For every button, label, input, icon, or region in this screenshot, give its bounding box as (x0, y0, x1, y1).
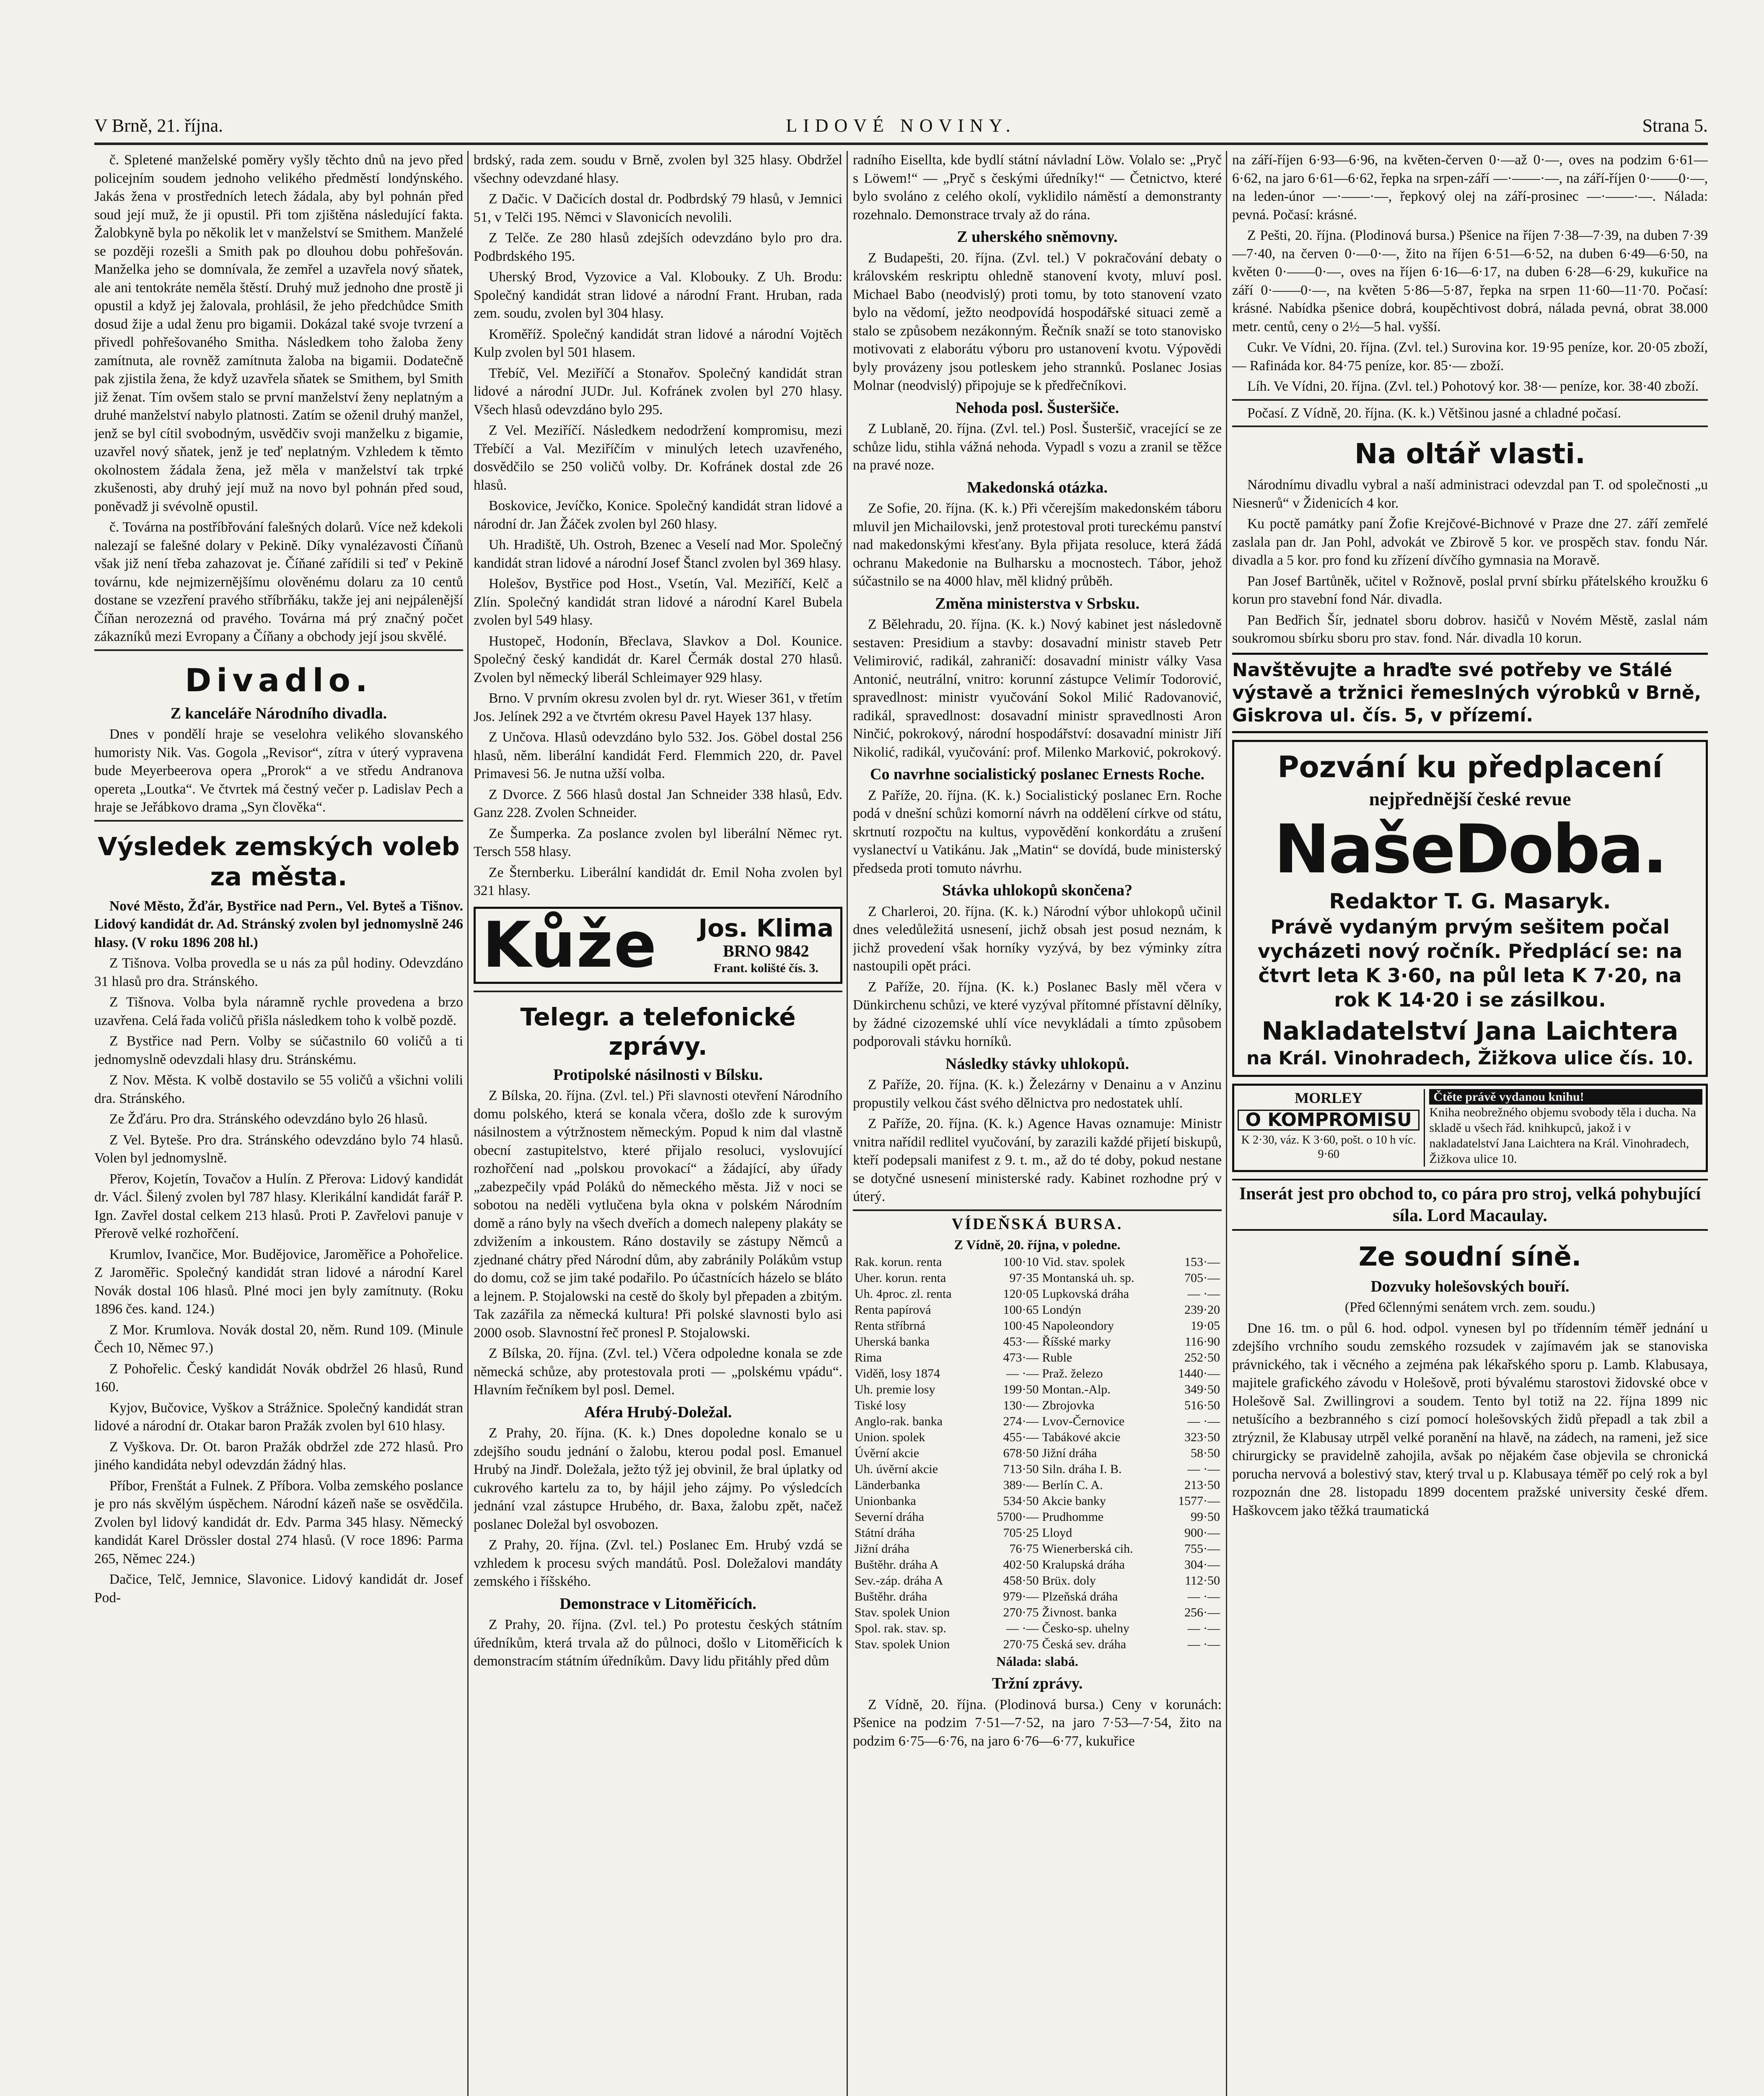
burse-price: 323·50 (1184, 1430, 1220, 1444)
telegram-belehrad: Z Bělehradu, 20. října. (K. k.) Nový kabinet jest následovně sestaven: Presidium a stavby: dosavadní ministr staveb Petr Velimirović, radikál, zahraničí: dosavadní ministr války Vasa Antonić, neutrální, vnitro: korunní zástupce Velimír Todorović, spravedlnost: ministr vyučování Sokol Milić Radovanović, radikál, spravedlnost: dosavadní ministr spravedlnosti Aron Ninčić, pokrokový, národní hospodářství: dosavadní ministr Jiří Nikolić, radikál, vyučování: prof. Milenko Marković, pokrokový. (853, 617, 1222, 760)
burse-price: 213·50 (1184, 1478, 1220, 1492)
election-result: Příbor, Frenštát a Fulnek. Z Příbora. Volba zemského poslance je pro nás skvělým úspěchem. Národní kázeň naše se osvědčila. Zvolen byl lidový kandidát dr. Edv. Parma 345 hlasy. Německý kandidát Karel Drössler dostal 274 hlasů. (V roce 1896: Parma 265, Němec 224.) (94, 1478, 463, 1567)
burse-price: 755·— (1184, 1541, 1220, 1556)
ad-morley-right (1425, 1089, 1702, 1167)
election-result: Z Tišnova. Volba provedla se u nás za půl hodiny. Odevzdáno 31 hlasů pro dra. Stránského. (94, 955, 463, 989)
burse-security: Tabákové akcie (1042, 1430, 1121, 1444)
burse-price: 270·75 (1003, 1637, 1039, 1651)
heading-kancelar: Z kanceláře Národního divadla. (170, 704, 387, 722)
ad-nasedoba-logo: NašeDoba. (1274, 809, 1666, 888)
burse-price: 76·75 (1009, 1541, 1039, 1556)
election-result: Z Vel. Byteše. Pro dra. Stránského odevzdáno bylo 74 hlasů. Volen byl jednomyslně. (94, 1132, 463, 1166)
burse-row (853, 1605, 1222, 1621)
burse-security: Úvěrní akcie (855, 1446, 920, 1460)
ad-nakladatel: Nakladatelství Jana Laichtera (1261, 1016, 1679, 1046)
heading-nasledky: Následky stávky uhlokopů. (945, 1055, 1129, 1073)
burse-security: Stav. spolek Union (855, 1637, 950, 1651)
burse-security: Sev.-záp. dráha A (855, 1573, 943, 1588)
burse-security: Živnost. banka (1042, 1605, 1117, 1619)
ad-nakladatel-addr: na Král. Vinohradech, Žižkova ulice čís. 10. (1246, 1047, 1694, 1069)
burse-row (853, 1414, 1222, 1429)
burse-security: Napoleondory (1042, 1318, 1114, 1333)
divider (474, 991, 842, 992)
divider (1232, 399, 1708, 401)
article-spletene-pomery: č. Spletené manželské poměry vyšly těchto dnů na jevo před policejním soudem jednoho velikého předměstí londýnského. Jakás žena v prostředních letech žádala, aby byl pohnán před soud její muž, že ji opustil. Při tom zjištěna následující fakta. Žalobkyně byla po několik let v manželství se Smithem. Manželé se později rozešli a Smith pak po dlouhou dobu pohřešován. Manželka jeho se domnívala, že zemřel a uzavřela nový sňatek, ale ani tentokráte neměla štěstí. Druhý muž jednoho dne prostě ji opustil a když jej žalovala, prohlásil, že jeho předchůdce Smith dosud žije a udal ženu pro bigamii. Dokázal také svoje tvrzení a přivedl pohřešovaného Smitha. Následkem toho žaloba ženy zamítnuta, ale rovněž zamítnuta žaloba na bigamii. Dodatečně pak zjistila žena, že když uzavřela sňatek se Smithem, byl Smith již ženat. Tím ovšem stalo se první manželství ženy neplatným a druhé manželství nabylo platnosti. Zatím se oženil druhý manžel, jenž se byl cítil svobodným, usvědčiv svoji manželku z bigamie, uzavřel nový sňatek, jenž je teď neplatným. Vzhledem k těmto okolnostem žádala žena, jež měla v manželství tak trpké zkušenosti, aby druhý její muž na novo byl pohnán před soud, poněvadž ji svévolně opustil. (94, 152, 463, 514)
burse-row (853, 1541, 1222, 1557)
election-result: Z Tišnova. Volba byla náramně rychle provedena a brzo uzavřena. Celá řada voličů přišla následkem toho k volbě pozdě. (94, 994, 463, 1028)
market-report: na září-říjen 6·93—6·96, na květen-červen 0·—až 0·—, oves na podzim 6·61—6·62, na jaro 6·61—6·62, řepka na srpen-září —·——·—, na září-říjen 0·——0·—, na leden-únor —·——·—, řepkový olej na září-prosinec —·——·—. Nálada: pevná. Počasí: krásné. (1232, 152, 1708, 223)
ad-redaktor: Redaktor T. G. Masaryk. (1329, 889, 1611, 913)
election-result: Krumlov, Ivančice, Mor. Budějovice, Jaroměřice a Pohořelice. Z Jaroměřic. Společný kandidát stran lidové a národní Karel Novák dostal 106 hlasů. Plné moci jen byly zamítnuty. (Roku 1896 čes. kand. 124.) (94, 1246, 463, 1317)
election-result: Z Unčova. Hlasů odevzdáno bylo 532. Jos. Göbel dostal 256 hlasů, něm. liberální kandidát Ferd. Flemmich 220, dr. Pavel Primavesi 56. Je nutna užší volba. (474, 729, 842, 781)
burse-table (853, 1254, 1222, 1652)
burse-row (853, 1366, 1222, 1382)
burse-price: — ·— (1187, 1621, 1220, 1635)
burse-price: 349·50 (1184, 1382, 1220, 1396)
burse-security: Anglo-rak. banka (855, 1414, 943, 1428)
burse-row (853, 1334, 1222, 1350)
page-header (94, 109, 1708, 145)
ad-pozvani-title: Pozvání ku předplacení (1277, 750, 1663, 784)
election-result: Nové Město, Žďár, Bystřice nad Pern., Vel. Byteš a Tišnov. Lidový kandidát dr. Ad. Stránský zvolen byl jednomyslně 246 hlasy. (V roku 1896 208 hl.) (94, 898, 463, 950)
telegram-bilsko: Z Bílska, 20. října. (Zvl. tel.) Včera odpoledne konala se zde německá schůze, aby protestovala proti — „polskému vpádu“. Hlavním řečníkem byl posl. Demel. (474, 1346, 842, 1398)
telegram-pariz: Z Paříže, 20. října. (K. k.) Socialistický poslanec Ern. Roche podá v dnešní schůzi komorní návrh na oddělení církve od státu, skrtnutí rozpočtu na kultus, vypovědění konkordátu a zrušení vyslanectví u Vatikánu. Jak „Matin“ se dovídá, bude ministerský předseda proti tomuto návrhu. (853, 787, 1222, 876)
election-result: Třebíč, Vel. Meziříčí a Stonařov. Společný kandidát stran lidové a národní JUDr. Jul. Kofránek zvolen byl 270 hlasy. Všech hlasů odevzdáno bylo 295. (474, 365, 842, 418)
section-telegr: Telegr. a telefonické zprávy. (520, 1002, 796, 1061)
heading-roche: Co navrhne socialistický poslanec Ernests Roche. (870, 765, 1204, 783)
burse-price: 713·50 (1003, 1462, 1039, 1476)
burse-security: Londýn (1042, 1302, 1081, 1317)
heading-burse: VÍDEŇSKÁ BURSA. (951, 1215, 1123, 1233)
ad-klima-city: BRNO 9842 (723, 941, 809, 960)
burse-security: Uherská banka (855, 1334, 930, 1349)
burse-security: Brüx. doly (1042, 1573, 1096, 1588)
burse-security: Viděň, losy 1874 (855, 1366, 940, 1380)
telegram-bilsko: Z Bílska, 20. října. (Zvl. tel.) Při slavnosti otevření Národního domu polského, která se konala včera, došlo zde k surovým násilnostem a výtržnostem německým. Popud k nim dal vlastně obecní zastupitelstvo, které přijalo resoluci, vyslovující rozhořčení nad „polskou provokací“ a žádající, aby úřady „zabezpečily vpád Poláků do německého města. Již v noci se sobotou na neděli vytlučena byla okna v polském Národním domě a ráno byly na všech dveřích a domech nalepeny plakáty se zdvižením a inkoustem. Ráno dostavily se zástupy Němců a zjednané chátry před Národní dům, aby zabránily Polákům vstup do domu, což se jim také podařilo. Po účastnících házelo se bláto a lejnem. P. Stojalowski na cestě do školy byl přepaden a zbitým. Tak zazářila za německá kultura! Při polské slavnosti bylo asi 2000 osob. Slavnostní řeč pronesl P. Stojalowski. (474, 1088, 842, 1341)
ad-pravy: Právě vydaným prvým sešitem počal vycházeti nový ročník. Předplácí se: na čtvrt leta K 3·60, na půl leta K 7·20, na rok K 14·20 i se zásilkou. (1257, 915, 1683, 1011)
column-divider (847, 151, 848, 2096)
telegram-budapest: Z Budapešti, 20. října. (Zvl. tel.) V pokračování debaty o královském reskriptu ohledně stanovení kvoty, mluví posl. Michael Babo (neodvislý) proti tomu, by toto stanovení vzato bylo na vědomí, ježto neodpovídá hospodářské situaci země a stalo se způsobem nezákonným. Řečník snaží se toto stanovisko motivovati z elaborátu výboru pro ustanovení kvotu. Výpovědi byly provázeny jsou potleskem jeho strannků. Poslanec Josias Molnar (neodvislý) připojuje se k předřečníkovi. (853, 250, 1222, 393)
burse-row (853, 1525, 1222, 1541)
burse-price: 402·50 (1003, 1557, 1039, 1572)
burse-security: Spol. rak. stav. sp. (855, 1621, 946, 1635)
burse-price: — ·— (1187, 1462, 1220, 1476)
ad-morley-title: O KOMPROMISU (1238, 1110, 1419, 1131)
election-result: Z Vel. Meziříčí. Následkem nedodržení kompromisu, mezi Třebíčí a Val. Meziříčím v minulých letech uzavřeného, dosvědčilo se 250 voličů volby. Dr. Kofránek dostal zde 26 hlasů. (474, 423, 842, 493)
ad-pozvani-sub: nejpřednější české revue (1369, 788, 1571, 809)
burse-price: 458·50 (1003, 1573, 1039, 1588)
article-divadlo: Dnes v pondělí hraje se veselohra velikého slovanského humoristy Nik. Vas. Gogola „Revisor“, zítra v úterý vypravena bude Meyerbeerova opera „Prorok“ a ve středu Andranova opereta „Loutka“. Ve čtvrtek má čestný večer p. Ladislav Pech a hraje se Jeřábkovo drama „Syn člověka“. (94, 726, 463, 815)
heading-afera: Aféra Hrubý-Doležal. (584, 1403, 732, 1421)
market-vienna: Z Vídně, 20. října. (Plodinová bursa.) Ceny v korunách: Pšenice na podzim 7·51—7·52, na jaro 7·53—7·54, žito na podzim 6·75—6·76, na jaro 6·76—6·77, kukuřice (853, 1697, 1222, 1749)
market-spirit: Líh. Ve Vídni, 20. října. (Zvl. tel.) Pohotový kor. 38·— peníze, kor. 38·40 zboží. (1247, 379, 1699, 394)
burse-security: Tiské losy (855, 1398, 907, 1412)
burse-price: 900·— (1184, 1525, 1220, 1540)
burse-price: 100·10 (1003, 1255, 1039, 1269)
burse-security: Vid. stav. spolek (1042, 1255, 1125, 1269)
burse-security: Kralupská dráha (1042, 1557, 1125, 1572)
burse-price: 252·50 (1184, 1350, 1220, 1364)
ad-morley-left (1238, 1089, 1425, 1167)
burse-security: Union. spolek (855, 1430, 925, 1444)
burse-security: Renta papírová (855, 1302, 931, 1317)
column-divider (467, 151, 469, 2096)
burse-price: 130·— (1003, 1398, 1039, 1412)
section-soudni: Ze soudní síně. (1358, 1241, 1582, 1272)
burse-row (853, 1621, 1222, 1637)
burse-security: Jižní dráha (1042, 1446, 1097, 1460)
burse-row (853, 1637, 1222, 1652)
burse-security: Uh. úvěrní akcie (855, 1462, 938, 1476)
burse-price: — ·— (1187, 1414, 1220, 1428)
divider (94, 820, 463, 822)
burse-price: 153·— (1184, 1255, 1220, 1269)
burse-security: Uher. korun. renta (855, 1271, 946, 1285)
burse-price: 116·90 (1185, 1334, 1220, 1349)
burse-price: — ·— (1187, 1287, 1220, 1301)
newspaper-page (94, 109, 1708, 2096)
burse-price: 100·45 (1003, 1318, 1039, 1333)
burse-price: 199·50 (1003, 1382, 1039, 1396)
telegram-charleroi: Z Charleroi, 20. října. (K. k.) Národní výbor uhlokopů učinil dnes veledůležitá usnesení, jichž obsah jest posud neznám, k jichž provedení však horníky vyzývá, by bez výminky zítra nastoupili opět práci. (853, 903, 1222, 974)
burse-security: Jižní dráha (855, 1541, 909, 1556)
burse-security: Renta stříbrná (855, 1318, 926, 1333)
election-result: Z Bystřice nad Pern. Volby se súčastnilo 60 voličů a ti jednomyslně odevzdali hlasy dru. Stránskému. (94, 1033, 463, 1067)
telegram-pariz: Z Paříže, 20. října. (K. k.) Poslanec Basly měl včera v Dünkirchenu schůzi, ve které vyzýval přítomné přístavní dělníky, by žádné cizozemské uhlí více nevykládali a tímto způsobem podporovali stávku horníků. (853, 979, 1222, 1049)
telegram-praha: Z Prahy, 20. října. (K. k.) Dnes dopoledne konalo se u zdejšího soudu jednání o žalobu, kterou podal posl. Emanuel Hrubý na Jindř. Doležala, ježto týž jej obvinil, že bral úplatky od cukrového kartelu za to, by hájil jeho zájmy. Po výsledcích jednání vzal zástupce Hrubého, dr. Baxa, žalobu zpět, načež poslanec Doležal byl osvobozen. (474, 1425, 842, 1532)
burse-price: 389·— (1003, 1478, 1039, 1492)
burse-price: 97·35 (1009, 1271, 1039, 1285)
burse-security: Říšské marky (1042, 1334, 1111, 1349)
burse-security: Lloyd (1042, 1525, 1072, 1540)
burse-row (853, 1461, 1222, 1477)
heading-protipolske: Protipolské násilnosti v Bílsku. (553, 1066, 763, 1084)
burse-security: Buštěhr. dráha (855, 1589, 927, 1603)
burse-price: 979·— (1003, 1589, 1039, 1603)
election-result: Z Telče. Ze 280 hlasů zdejších odevzdáno bylo pro dra. Podbrdského 195. (474, 230, 842, 264)
market-sugar: Cukr. Ve Vídni, 20. října. (Zvl. tel.) Surovina kor. 19·95 peníze, kor. 20·05 zboží, — Rafináda kor. 84·75 peníze, kor. 85·— zboží. (1232, 340, 1708, 374)
burse-price: 705·— (1184, 1271, 1220, 1285)
column-4 (1232, 151, 1708, 2096)
burse-price: 678·50 (1003, 1446, 1039, 1460)
burse-security: Montan.-Alp. (1042, 1382, 1111, 1396)
section-oltar: Na oltář vlasti. (1354, 438, 1586, 470)
burse-row (853, 1318, 1222, 1334)
divider (1232, 425, 1708, 427)
ad-nasedoba (1232, 740, 1708, 1077)
ad-morley-desc: Kniha neobrežného objemu svobody těla i ducha. Na skladě u všech řád. knihkupců, jakož i v nakladatelství Jana Laichtera na Král. Vinohradech, Žižkova ulice 10. (1429, 1105, 1696, 1166)
column-1 (94, 151, 463, 2096)
burse-security: Uh. 4proc. zl. renta (855, 1287, 952, 1301)
election-result: Uh. Hradiště, Uh. Ostroh, Bzenec a Veselí nad Mor. Společný kandidát stran lidové a národní Josef Štancl zvolen byl 369 hlasy. (474, 537, 842, 571)
burse-security: Buštěhr. dráha A (855, 1557, 939, 1572)
election-result: Kyjov, Bučovice, Vyškov a Strážnice. Společný kandidát stran lidové a národní dr. Otakar baron Pražák zvolen byl 610 hlasy. (94, 1400, 463, 1434)
burse-price: 239·20 (1184, 1302, 1220, 1317)
burse-row (853, 1270, 1222, 1286)
election-result: Kroměříž. Společný kandidát stran lidové a národní Vojtěch Kulp zvolen byl 501 hlasem. (474, 326, 842, 360)
burse-security: Státní dráha (855, 1525, 915, 1540)
election-result: Z Mor. Krumlova. Novák dostal 20, něm. Rund 109. (Minule Čech 10, Němec 97.) (94, 1322, 463, 1356)
election-result: brdský, rada zem. soudu v Brně, zvolen byl 325 hlasy. Obdržel všechny odevzdané hlasy. (474, 152, 842, 186)
ad-klima-name: Jos. Klima (698, 913, 834, 942)
burse-security: Montanská uh. sp. (1042, 1271, 1135, 1285)
telegram-lublan: Z Lublaně, 20. října. (Zvl. tel.) Posl. Šusteršič, vracející se ze schůze lidu, stihla vážná nehoda. Vypadl s vozu a zranil se těžce na pravé noze. (853, 421, 1222, 473)
telegram-litomerice: radního Eisellta, kde bydlí státní návladní Löw. Volalo se: „Pryč s Löwem!“ — „Pryč s českými úředníky!“ — Četnictvo, které bylo svoláno z celého okolí, vyklidilo náměstí a demonstranty rozehnalo. Demonstrace trvaly až do rána. (853, 152, 1222, 223)
burse-row (853, 1350, 1222, 1366)
burse-price: 455·— (1003, 1430, 1039, 1444)
burse-price: 5700·— (997, 1510, 1039, 1524)
burse-security: Prudhomme (1042, 1510, 1104, 1524)
burse-price: 705·25 (1003, 1525, 1039, 1540)
burse-security: Rak. korun. renta (855, 1255, 942, 1269)
burse-price: — ·— (1006, 1366, 1039, 1380)
burse-security: Zbrojovka (1042, 1398, 1095, 1412)
burse-price: 270·75 (1003, 1605, 1039, 1619)
burse-row (853, 1477, 1222, 1493)
election-result: Ze Šternberku. Liberální kandidát dr. Emil Noha zvolen byl 321 hlasy. (474, 864, 842, 898)
heading-trzni: Tržní zprávy. (992, 1675, 1083, 1692)
burse-row (853, 1509, 1222, 1525)
ad-morley-author: MORLEY (1295, 1089, 1363, 1106)
burse-row (853, 1398, 1222, 1414)
article-tovarna: č. Továrna na postříbřování falešných dolarů. Více než kdekoli nalezají se falešné dolary v Pekině. Díky vynalézavosti Číňanů však již není třeba zahazovat je. Číňané zařídili si teď v Pekině továrnu, kde nejmizernějšímu olověnému dolaru za 10 centů dostane se vzezření pravého stříbrňáku, takže jej ani nejpálenější Číňan nerozezná od pravého. Továrna má prý značný počet zákazníků mezi Evropany a Číňany a obchody její jsou skvělé. (94, 519, 463, 644)
burse-row (853, 1254, 1222, 1270)
burse-security: Stav. spolek Union (855, 1605, 950, 1619)
election-result: Ze Šumperka. Za poslance zvolen byl liberální Němec ryt. Tersch 558 hlasy. (474, 825, 842, 859)
court-article: Dne 16. tm. o půl 6. hod. odpol. vynesen byl po třídenním téměř jednání u zdejšího vrchního soudu zemského rozsudek v zajímavém jak se stanoviska právnického, tak i věcného a zejména pak lékařského sporu p. Lamb. Klabusaya, majitele grafického závodu v Holešově, proti bývalému starostovi židovské obce v Holešově Sal. Zwillingrovi a soudem. Tento byl totiž na 22. října 1899 nic netušícího a bezbranného s cizí pomocí holešovských židů přepadl a tak zbil a ztrýznil, že Klabusay utrpěl velké poranění na hlavě, na zádech, na rameni, jež sice chirurgicky se pravidelně zahojila, avšak po nějakém čase objevila se chronická porucha nervová a bolestivý stav, který trval u p. Klabusaya téměř po celý rok a byl rozpoznán dne 28. listopadu 1899 docentem pražské university české dřem. Haškovcem jako těžká traumatická (1232, 1320, 1708, 1518)
donation: Národnímu divadlu vybral a naší administraci odevzdal pan T. od společnosti „u Niesnerů“ v Židenicích 4 kor. (1232, 477, 1708, 511)
column-3 (853, 151, 1222, 2096)
telegram-pariz: Z Paříže, 20. října. (K. k.) Agence Havas oznamuje: Ministr vnitra nařídil redlitel vyučování, by zarazili každé přijetí biskupů, kteří podepsali manifest z 9. t. m., až do té doby, pokud nestane se dotyčné usnesení ministerské rady. Kabinet rozhodne prý v úterý. (853, 1116, 1222, 1204)
telegram-pariz: Z Paříže, 20. října. (K. k.) Železárny v Denainu a v Anzinu propustily velkou část svého dělnictva pro nedostatek uhlí. (853, 1077, 1222, 1111)
election-result: Přerov, Kojetín, Tovačov a Hulín. Z Přerova: Lidový kandidát dr. Václ. Šilený zvolen byl 787 hlasy. Klerikální kandidát farář P. Ign. Zavřel dostal celkem 213 hlasů. Proti P. Zavřelovi panuje v Přerově velké rozhořčení. (94, 1171, 463, 1241)
election-result: Uherský Brod, Vyzovice a Val. Klobouky. Z Uh. Brodu: Společný kandidát stran lidové a národní Frant. Hruban, rada zem. soudu, zvolen byl 304 hlasy. (474, 269, 842, 321)
election-result: Hustopeč, Hodonín, Břeclava, Slavkov a Dol. Kounice. Společný český kandidát dr. Karel Čermák dostal 270 hlasů. Zvolen byl německý liberál Schleimayer 929 hlasy. (474, 633, 842, 685)
burse-price: — ·— (1187, 1637, 1220, 1651)
ad-morley-new: Čtěte právě vydanou knihu! (1429, 1089, 1702, 1105)
ad-morley (1232, 1084, 1708, 1172)
burse-row (853, 1382, 1222, 1398)
heading-makedonska: Makedonská otázka. (967, 478, 1108, 496)
burse-price: 516·50 (1184, 1398, 1220, 1412)
donation: Pan Josef Bartůněk, učitel v Rožnově, poslal první sbírku přátelského kroužku 6 korun pro stavební fond Nár. divadla. (1232, 573, 1708, 607)
election-result: Z Dvorce. Z 566 hlasů dostal Jan Schneider 338 hlasů, Edv. Ganz 228. Zvolen Schneider. (474, 786, 842, 820)
burse-price: 120·05 (1003, 1287, 1039, 1301)
burse-price: 274·— (1003, 1414, 1039, 1428)
burse-price: 99·50 (1191, 1510, 1220, 1524)
burse-security: Siln. dráha I. B. (1042, 1462, 1122, 1476)
column-2 (474, 151, 842, 2096)
burse-price: 58·50 (1191, 1446, 1220, 1460)
burse-security: Severní dráha (855, 1510, 924, 1524)
market-pest: Z Pešti, 20. října. (Plodinová bursa.) Pšenice na říjen 7·38—7·39, na duben 7·39—7·40, na červen 0·—0·—, žito na říjen 6·51—6·52, na duben 6·49—6·50, na květen 0·——0·—, oves na říjen 6·16—6·17, na duben 6·28—6·29, kukuřice na září 0·——0·—, na květen 5·86—5·87, řepka na srpen 11·60—11·70. Počasí: krásné. Nabídka pšenice dobrá, koupěchtivost dobrá, nálada pevná, obrat 38.000 metr. centů, ceny o 2½—5 hal. vyšší. (1232, 228, 1708, 335)
burse-security: Akcie banky (1042, 1494, 1106, 1508)
burse-row (853, 1429, 1222, 1445)
election-result: Z Vyškova. Dr. Ot. baron Pražák obdržel zde 272 hlasů. Pro jiného kandidáta nebyl odevzdán žádný hlas. (94, 1439, 463, 1473)
burse-price: 534·50 (1003, 1494, 1039, 1508)
burse-row (853, 1286, 1222, 1302)
election-result: Z Dačic. V Dačicích dostal dr. Podbrdský 79 hlasů, v Jemnici 51, v Telči 195. Němci v Slavonicích nevolili. (474, 191, 842, 225)
section-divadlo: Divadlo. (185, 661, 373, 699)
heading-zmena: Změna ministerstva v Srbsku. (935, 594, 1140, 612)
telegram-litomerice: Z Prahy, 20. října. (Zvl. tel.) Po protestu českých státním úředníkům, která trvala až do půlnoci, došlo v Litoměřicích k demonstracím státním úředníkům. Davy lidu přitáhly před dům (474, 1617, 842, 1669)
heading-nehoda: Nehoda posl. Šusteršiče. (955, 399, 1119, 417)
heading-stavka: Stávka uhlokopů skončena? (942, 882, 1133, 899)
burse-price: 453·— (1003, 1334, 1039, 1349)
ad-morley-price: K 2·30, váz. K 3·60, pošt. o 10 h víc. 9·60 (1241, 1133, 1416, 1161)
column-divider (1226, 151, 1227, 2096)
burse-price: 112·50 (1185, 1573, 1220, 1588)
election-result: Ze Žďáru. Pro dra. Stránského odevzdáno bylo 26 hlasů. (109, 1111, 428, 1127)
burse-price: 19·05 (1191, 1318, 1220, 1333)
burse-security: Plzeňská dráha (1042, 1589, 1118, 1603)
burse-price: 100·65 (1003, 1302, 1039, 1317)
telegram-sofie: Ze Sofie, 20. října. (K. k.) Při včerejším makedonském táboru mluvil jen Michailovski, jenž protestoval proti tureckému panství nad makedonskými křesťany. Byla přijata resoluce, která žádá ochranu Makedonie na Bulharsku a mocnostech. Tábor, jehož súčastnilo se na 4000 hlav, měl klidný průběh. (853, 501, 1222, 589)
court-note: (Před 6člennými senátem vrch. zem. soudu.) (1344, 1300, 1596, 1315)
election-result: Holešov, Bystřice pod Host., Vsetín, Val. Meziříčí, Kelč a Zlín. Společný kandidát stran lidové a národní Karel Bubela zvolen byl 549 hlasy. (474, 576, 842, 628)
page-number: Strana 5. (1642, 115, 1708, 136)
donation: Ku poctě památky paní Žofie Krejčové-Bichnové v Praze dne 27. září zemřelé zaslala pan dr. Jan Pohl, advokát ve Zbirově 5 kor. ve prospěch stav. fondu Nár. divadla a 5 kor. pro fond ku zřízení dívčího gymnasia na Moravě. (1232, 516, 1708, 568)
burse-security: Lupkovská dráha (1042, 1287, 1129, 1301)
burse-security: Praž. železo (1042, 1366, 1103, 1380)
weather: Počasí. Z Vídně, 20. října. (K. k.) Většinou jasné a chladné počasí. (1247, 405, 1621, 421)
burse-security: Wienerberská cih. (1042, 1541, 1133, 1556)
burse-row (853, 1557, 1222, 1573)
burse-price: 1440·— (1178, 1366, 1220, 1380)
burse-price: 1577·— (1178, 1494, 1220, 1508)
heading-dozvuky: Dozvuky holešovských bouří. (1370, 1277, 1570, 1295)
burse-price: 473·— (1003, 1350, 1039, 1364)
burse-security: Länderbanka (855, 1478, 920, 1492)
ad-navstevujte: Navštěvujte a hraďte své potřeby ve Stálé výstavě a tržnici řemeslných výrobků v Brně, Giskrova ul. čís. 5, v přízemí. (1232, 653, 1708, 733)
burse-row (853, 1493, 1222, 1509)
section-vysledek: Výsledek zemských voleb za města. (98, 832, 460, 892)
burse-price: — ·— (1187, 1589, 1220, 1603)
newspaper-title: LIDOVÉ NOVINY. (786, 115, 1016, 136)
election-result: Brno. V prvním okresu zvolen byl dr. ryt. Wieser 361, v třetím Jos. Jelínek 292 a ve čtvrtém okresu Pavel Hayek 137 hlasy. (474, 690, 842, 724)
quote-inserat: Inserát jest pro obchod to, co pára pro stroj, velká pohybující síla. Lord Macaulay. (1232, 1179, 1708, 1231)
burse-security: Unionbanka (855, 1494, 916, 1508)
burse-security: Rima (855, 1350, 882, 1364)
election-result: Z Nov. Města. K volbě dostavilo se 55 voličů a všichni volili dra. Stránského. (94, 1072, 463, 1106)
burse-price: — ·— (1006, 1621, 1039, 1635)
telegram-praha: Z Prahy, 20. října. (Zvl. tel.) Poslanec Em. Hrubý vzdá se vzhledem k procesu svých mandátů. Posl. Doležalovi mandáty zemského i říšského. (474, 1537, 842, 1589)
burse-row (853, 1573, 1222, 1589)
burse-security: Ruble (1042, 1350, 1072, 1364)
burse-row (853, 1589, 1222, 1605)
divider (94, 649, 463, 651)
election-result: Z Pohořelic. Český kandidát Novák obdržel 26 hlasů, Rund 160. (94, 1361, 463, 1395)
burse-security: Česká sev. dráha (1042, 1637, 1126, 1651)
donation: Pan Bedřich Šír, jednatel sboru dobrov. hasičů v Novém Městě, zaslal nám soukromou sbírku sboru pro stav. fond. Nár. divadla 10 korun. (1232, 612, 1708, 646)
burse-subtitle: Z Vídně, 20. října, v poledne. (954, 1237, 1121, 1252)
ad-klima (474, 907, 842, 984)
burse-price: 256·— (1184, 1605, 1220, 1619)
divider (853, 1209, 1222, 1211)
ad-klima-address: Frant. kolišté čís. 3. (713, 961, 819, 975)
burse-row (853, 1302, 1222, 1318)
burse-security: Berlín C. A. (1042, 1478, 1103, 1492)
heading-uhersky: Z uherského sněmovny. (957, 228, 1118, 246)
header-date: V Brně, 21. října. (94, 115, 223, 136)
ad-klima-details (699, 915, 834, 976)
ad-kuze-word: Kůže (482, 908, 658, 982)
burse-security: Česko-sp. uhelny (1042, 1621, 1129, 1635)
heading-demonstrace: Demonstrace v Litoměřicích. (560, 1595, 756, 1613)
burse-price: 304·— (1184, 1557, 1220, 1572)
election-result: Boskovice, Jevíčko, Konice. Společný kandidát stran lidové a národní dr. Jan Žáček zvolen byl 260 hlasy. (474, 498, 842, 532)
burse-security: Uh. premie losy (855, 1382, 935, 1396)
election-result: Dačice, Telč, Jemnice, Slavonice. Lidový kandidát dr. Josef Pod- (94, 1572, 463, 1606)
burse-security: Lvov-Černovice (1042, 1414, 1125, 1428)
burse-row (853, 1445, 1222, 1461)
burse-mood: Nálada: slabá. (996, 1653, 1078, 1669)
